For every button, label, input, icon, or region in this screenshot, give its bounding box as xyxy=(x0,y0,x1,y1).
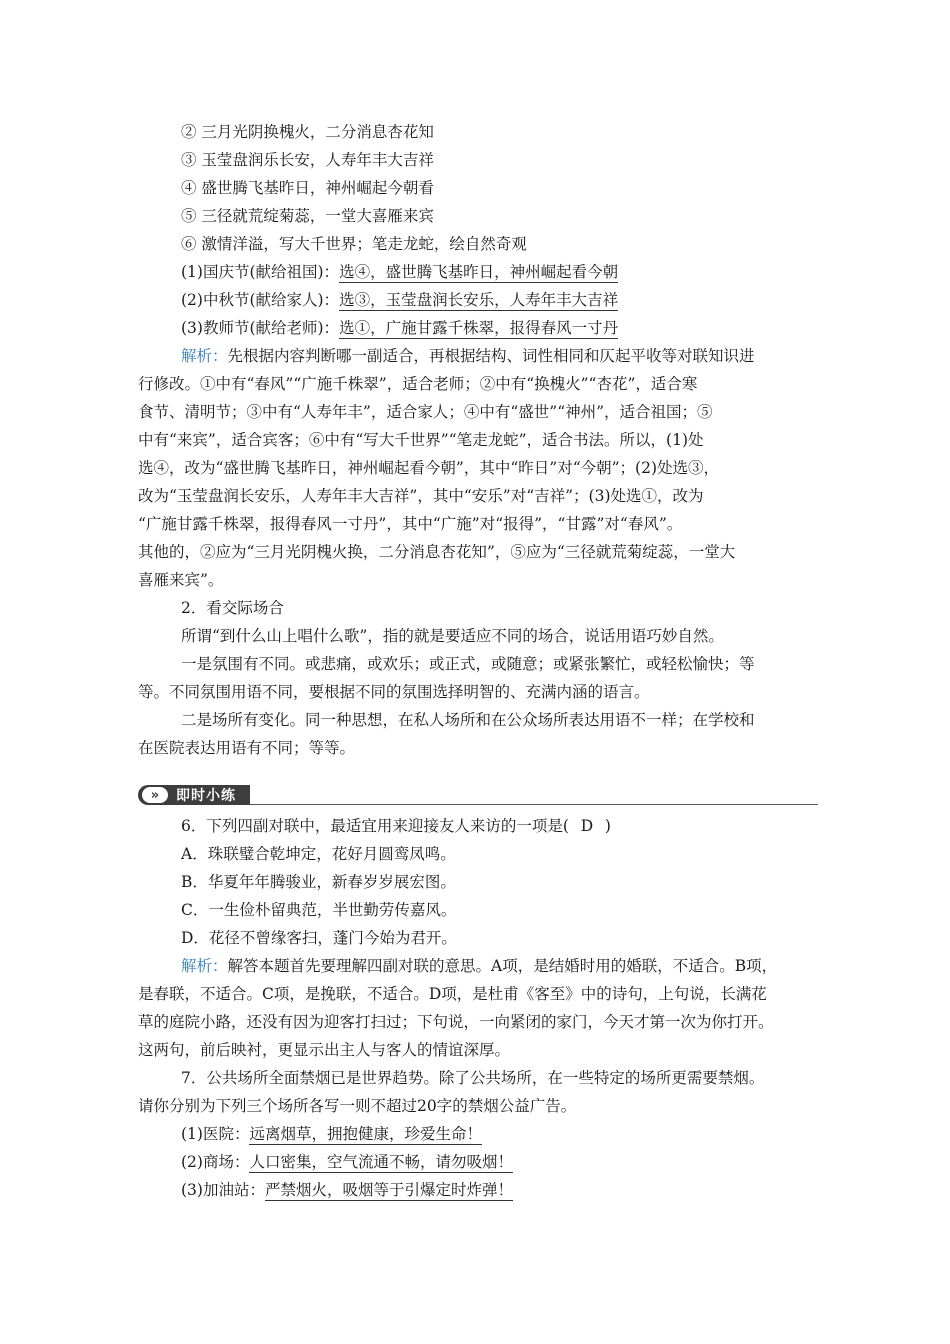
option: A．珠联璧合乾坤定，花好月圆鸾凤鸣。 xyxy=(181,845,456,863)
paragraph: 等。不同氛围用语不同，要根据不同的氛围选择明智的、充满内涵的语言。 xyxy=(138,683,650,701)
analysis-line: 选④，改为“盛世腾飞基昨日，神州崛起看今朝”，其中“昨日”对“今朝”；(2)处选③， xyxy=(138,459,720,477)
divider xyxy=(250,804,818,805)
analysis-line: 食节、清明节；③中有“人寿年丰”，适合家人；④中有“盛世”“神州”，适合祖国；⑤ xyxy=(138,403,713,421)
option: D．花径不曾缘客扫，蓬门今始为君开。 xyxy=(181,929,457,947)
answer-text: 选①，广施甘露千株翠，报得春风一寸丹 xyxy=(339,319,619,337)
analysis-line: 喜雁来宾”。 xyxy=(138,571,224,589)
answer-text: 严禁烟火，吸烟等于引爆定时炸弹！ xyxy=(264,1181,513,1199)
analysis-line: 是春联，不适合。C项，是挽联，不适合。D项，是杜甫《客至》中的诗句，上句说，长满花 xyxy=(138,985,767,1003)
practice-banner xyxy=(138,785,250,805)
document-body xyxy=(138,118,818,762)
answer-line: (1)医院：远离烟草，拥抱健康，珍爱生命！ xyxy=(181,1125,482,1143)
answer-prefix: (3)教师节(献给老师)： xyxy=(181,319,340,337)
couplet-3: ③ 玉莹盘润乐长安，人寿年丰大吉祥 xyxy=(181,151,434,169)
question-answer: D xyxy=(580,817,594,835)
answer-prefix: (1)国庆节(献给祖国)： xyxy=(181,263,340,281)
analysis-line: 行修改。①中有“春风”“广施千株翠”，适合老师；②中有“换槐火”“杏花”，适合寒 xyxy=(138,375,698,393)
option: B．华夏年年腾骏业，新春岁岁展宏图。 xyxy=(181,873,456,891)
section-heading: 2．看交际场合 xyxy=(181,599,284,617)
answer-line: (3)加油站：严禁烟火，吸烟等于引爆定时炸弹！ xyxy=(181,1181,513,1199)
analysis-label: 解析： xyxy=(181,957,228,975)
question-stem: 请你分别为下列三个场所各写一则不超过20字的禁烟公益广告。 xyxy=(138,1097,577,1115)
analysis-line: 中有“来宾”，适合宾客；⑥中有“写大千世界”“笔走龙蛇”，适合书法。所以，(1)处 xyxy=(138,431,704,449)
couplet-6: ⑥ 激情洋溢，写大千世界；笔走龙蛇，绘自然奇观 xyxy=(181,235,527,253)
paragraph: 一是氛围有不同。或悲痛，或欢乐；或正式，或随意；或紧张繁忙，或轻松愉快；等 xyxy=(181,655,755,673)
answer-line: (2)商场：人口密集，空气流通不畅，请勿吸烟！ xyxy=(181,1153,513,1171)
couplet-4: ④ 盛世腾飞基昨日，神州崛起今朝看 xyxy=(181,179,434,197)
answer-prefix: (2)中秋节(献给家人)： xyxy=(181,291,340,309)
analysis-line: 草的庭院小路，还没有因为迎客打扫过；下句说，一向紧闭的家门，今天才第一次为你打开。 xyxy=(138,1013,774,1031)
answer-line xyxy=(138,258,818,286)
analysis-line: 解析：先根据内容判断哪一副适合，再根据结构、词性相同和仄起平收等对联知识进 xyxy=(181,347,755,365)
practice-section xyxy=(138,812,818,1204)
question-stem: 6．下列四副对联中，最适宜用来迎接友人来访的一项是( D ) xyxy=(138,812,818,840)
answer-text: 选③，玉莹盘润长安乐，人寿年丰大吉祥 xyxy=(339,291,619,309)
answer-line xyxy=(138,314,818,342)
answer-text: 人口密集，空气流通不畅，请勿吸烟！ xyxy=(249,1153,513,1171)
couplet-2: ② 三月光阴换槐火，二分消息杏花知 xyxy=(181,123,434,141)
paragraph: 二是场所有变化。同一种思想，在私人场所和在公众场所表达用语不一样；在学校和 xyxy=(181,711,755,729)
answer-text: 远离烟草，拥抱健康，珍爱生命！ xyxy=(249,1125,482,1143)
analysis-line: “广施甘露千株翠，报得春风一寸丹”，其中“广施”对“报得”，“甘露”对“春风”。 xyxy=(138,515,683,533)
double-chevron-icon: » xyxy=(140,785,170,805)
couplet-5: ⑤ 三径就荒绽菊蕊，一堂大喜雁来宾 xyxy=(181,207,434,225)
analysis-line: 解析：解答本题首先要理解四副对联的意思。A项，是结婚时用的婚联，不适合。B项， xyxy=(181,957,778,975)
paragraph: 在医院表达用语有不同；等等。 xyxy=(138,739,356,757)
answer-text: 选④，盛世腾飞基昨日，神州崛起看今朝 xyxy=(339,263,619,281)
analysis-label: 解析： xyxy=(181,347,228,365)
option: C．一生俭朴留典范，半世勤劳传嘉风。 xyxy=(181,901,457,919)
analysis-line: 其他的，②应为“三月光阴槐火换，二分消息杏花知”，⑤应为“三径就荒菊绽蕊，一堂大 xyxy=(138,543,736,561)
analysis-line: 改为“玉莹盘润长安乐，人寿年丰大吉祥”，其中“安乐”对“吉祥”；(3)处选①，改为 xyxy=(138,487,704,505)
analysis-line: 这两句，前后映衬，更显示出主人与客人的情谊深厚。 xyxy=(138,1041,511,1059)
paragraph: 所谓“到什么山上唱什么歌”，指的就是要适应不同的场合，说话用语巧妙自然。 xyxy=(181,627,724,645)
banner-label: 即时小练 xyxy=(176,788,236,804)
answer-line xyxy=(138,286,818,314)
question-stem: 7．公共场所全面禁烟已是世界趋势。除了公共场所，在一些特定的场所更需要禁烟。 xyxy=(181,1069,765,1087)
